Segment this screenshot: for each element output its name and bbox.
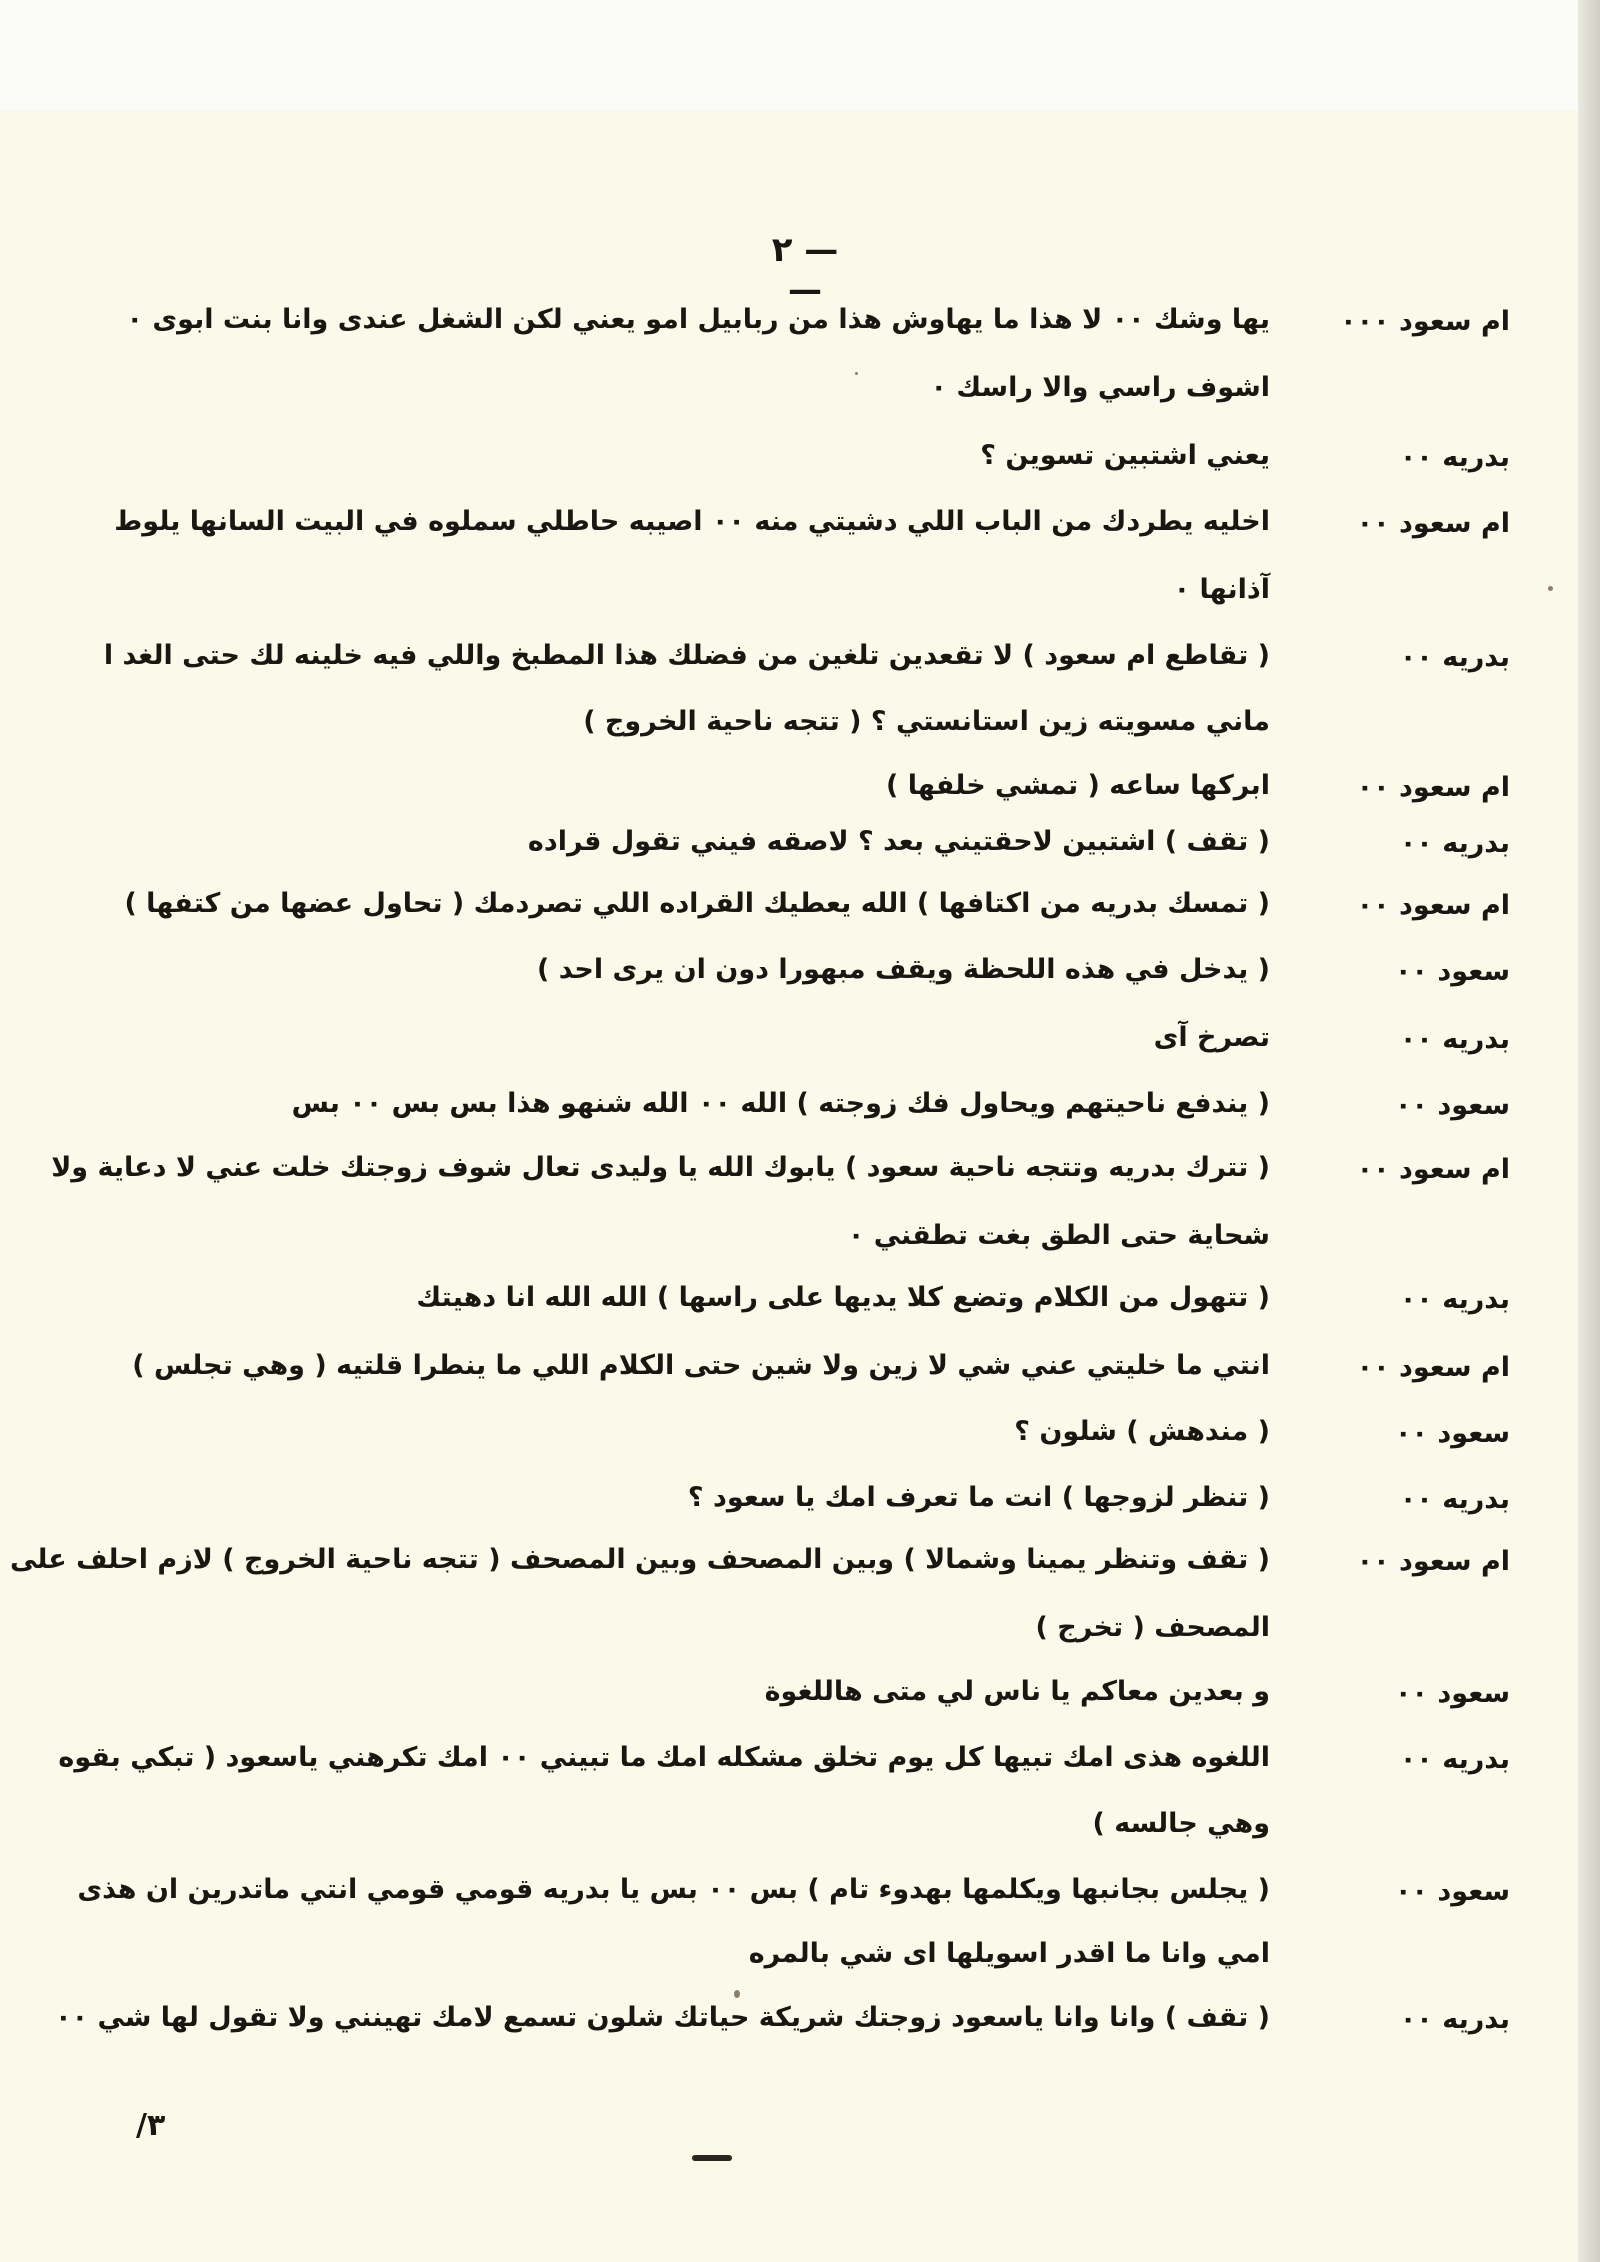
dialogue-text: ( مندهش ) شلون ؟	[1014, 1416, 1270, 1447]
dialogue-text: ( تقاطع ام سعود ) لا تقعدين تلغين من فضلك هذا المطبخ واللي فيه خلينه لك حتى الغد ا	[103, 640, 1270, 671]
speaker-name: ام سعود ٠٠	[1356, 1546, 1510, 1577]
dialogue-text: امي وانا ما اقدر اسويلها اى شي بالمره	[748, 1938, 1270, 1969]
dialogue-line	[90, 1672, 1510, 1728]
dialogue-text: آذانها ٠	[1173, 574, 1270, 605]
dialogue-line	[90, 1346, 1510, 1402]
speaker-name: سعود ٠٠	[1395, 1876, 1510, 1907]
dialogue-line	[90, 502, 1510, 558]
dialogue-line	[90, 1934, 1510, 1990]
dialogue-line	[90, 822, 1510, 878]
speaker-name: ام سعود ٠٠	[1356, 508, 1510, 539]
dialogue-line	[90, 368, 1510, 424]
dialogue-text: ( يندفع ناحيتهم ويحاول فك زوجته ) الله ٠٠ الله شنهو هذا بس بس ٠٠ بس	[291, 1088, 1270, 1119]
speaker-name: بدريه ٠٠	[1399, 2004, 1510, 2035]
dialogue-line	[90, 436, 1510, 492]
speaker-name: سعود ٠٠	[1395, 1090, 1510, 1121]
dialogue-line	[90, 1412, 1510, 1468]
dialogue-text: ( تقف ) اشتبين لاحقتيني بعد ؟ لاصقه فيني تقول قراده	[527, 826, 1270, 857]
dialogue-text: اخليه يطردك من الباب اللي دشيتي منه ٠٠ اصيبه حاطلي سملوه في البيت السانها يلوط	[114, 506, 1270, 537]
speaker-name: ام سعود ٠٠	[1356, 1154, 1510, 1185]
dialogue-text: وهي جالسه )	[1092, 1808, 1270, 1839]
dialogue-line	[90, 950, 1510, 1006]
dialogue-line	[90, 884, 1510, 940]
dialogue-text: شحاية حتى الطق بغت تطقني ٠	[847, 1220, 1270, 1251]
dialogue-text: ( تقف ) وانا وانا ياسعود زوجتك شريكة حياتك شلون تسمع لامك تهينني ولا تقول لها شي ٠٠	[55, 2002, 1270, 2033]
dialogue-text: ( يدخل في هذه اللحظة ويقف مبهورا دون ان يرى احد )	[537, 954, 1270, 985]
dialogue-text: ماني مسويته زين استانستي ؟ ( تتجه ناحية الخروج )	[583, 706, 1270, 737]
dialogue-text: اللغوه هذى امك تبيها كل يوم تخلق مشكله امك ما تبيني ٠٠ امك تكرهني ياسعود ( تبكي بقوه	[58, 1742, 1270, 1773]
dialogue-text: اشوف راسي والا راسك ٠	[930, 372, 1270, 403]
footer-page-ref: ٣/	[136, 2108, 166, 2143]
dialogue-line	[9, 1540, 1510, 1596]
paper-speck	[855, 372, 858, 375]
dialogue-line	[55, 1998, 1510, 2054]
speaker-name: سعود ٠٠	[1395, 956, 1510, 987]
dialogue-text: يها وشك ٠٠ لا هذا ما يهاوش هذا من ربابيل امو يعني لكن الشغل عندى وانا بنت ابوى ٠	[126, 304, 1270, 335]
speaker-name: ام سعود ٠٠	[1356, 1352, 1510, 1383]
dialogue-text: تصرخ آى	[1153, 1022, 1270, 1053]
dialogue-text: يعني اشتبين تسوين ؟	[980, 440, 1270, 471]
speaker-name: بدريه ٠٠	[1399, 1484, 1510, 1515]
speaker-name: سعود ٠٠	[1395, 1678, 1510, 1709]
dialogue-line	[51, 1148, 1510, 1204]
speaker-name: بدريه ٠٠	[1399, 642, 1510, 673]
dialogue-line	[90, 300, 1510, 356]
speaker-name: ام سعود ٠٠٠	[1340, 306, 1510, 337]
paper-speck	[1548, 586, 1553, 591]
speaker-name: ام سعود ٠٠	[1356, 890, 1510, 921]
speaker-name: ام سعود ٠٠	[1356, 772, 1510, 803]
page-number: — ٢ —	[771, 230, 839, 310]
dialogue-line	[90, 702, 1510, 758]
speaker-name: بدريه ٠٠	[1399, 828, 1510, 859]
dialogue-line	[90, 1278, 1510, 1334]
dialogue-line	[90, 1216, 1510, 1272]
dialogue-line	[77, 1870, 1510, 1926]
speaker-name: بدريه ٠٠	[1399, 1284, 1510, 1315]
dialogue-text: ( تقف وتنظر يمينا وشمالا ) وبين المصحف وبين المصحف ( تتجه ناحية الخروج ) لازم احلف على	[9, 1544, 1270, 1575]
dialogue-text: ابركها ساعه ( تمشي خلفها )	[886, 770, 1270, 801]
speaker-name: بدريه ٠٠	[1399, 442, 1510, 473]
dialogue-line	[90, 1018, 1510, 1074]
dialogue-line	[90, 570, 1510, 626]
speaker-name: بدريه ٠٠	[1399, 1024, 1510, 1055]
dialogue-text: و بعدين معاكم يا ناس لي متى هاللغوة	[764, 1676, 1270, 1707]
dialogue-line	[90, 1804, 1510, 1860]
dialogue-text: انتي ما خليتي عني شي لا زين ولا شين حتى الكلام اللي ما ينطرا قلتيه ( وهي تجلس )	[132, 1350, 1270, 1381]
dialogue-text: ( يجلس بجانبها ويكلمها بهدوء تام ) بس ٠٠ بس يا بدريه قومي قومي انتي ماتدرين ان هذى	[77, 1874, 1270, 1905]
dialogue-text: ( تمسك بدريه من اكتافها ) الله يعطيك القراده اللي تصردمك ( تحاول عضها من كتفها )	[124, 888, 1270, 919]
dialogue-text: ( تنظر لزوجها ) انت ما تعرف امك يا سعود ؟	[687, 1482, 1270, 1513]
dialogue-text: ( تترك بدريه وتتجه ناحية سعود ) يابوك الله يا وليدى تعال شوف زوجتك خلت عني لا دعاية ولا	[51, 1152, 1270, 1183]
dialogue-line	[90, 1608, 1510, 1664]
dialogue-line	[58, 1738, 1510, 1794]
paper-speck	[734, 1990, 740, 1998]
dialogue-text: المصحف ( تخرج )	[1035, 1612, 1270, 1643]
bottom-ink-mark	[692, 2155, 732, 2161]
dialogue-text: ( تتهول من الكلام وتضع كلا يديها على راسها ) الله الله انا دهيتك	[416, 1282, 1270, 1313]
dialogue-line	[90, 1084, 1510, 1140]
binder-edge	[1578, 0, 1600, 2262]
dialogue-line	[90, 766, 1510, 822]
speaker-name: سعود ٠٠	[1395, 1418, 1510, 1449]
dialogue-line	[90, 1478, 1510, 1534]
speaker-name: بدريه ٠٠	[1399, 1744, 1510, 1775]
dialogue-line	[90, 636, 1510, 692]
